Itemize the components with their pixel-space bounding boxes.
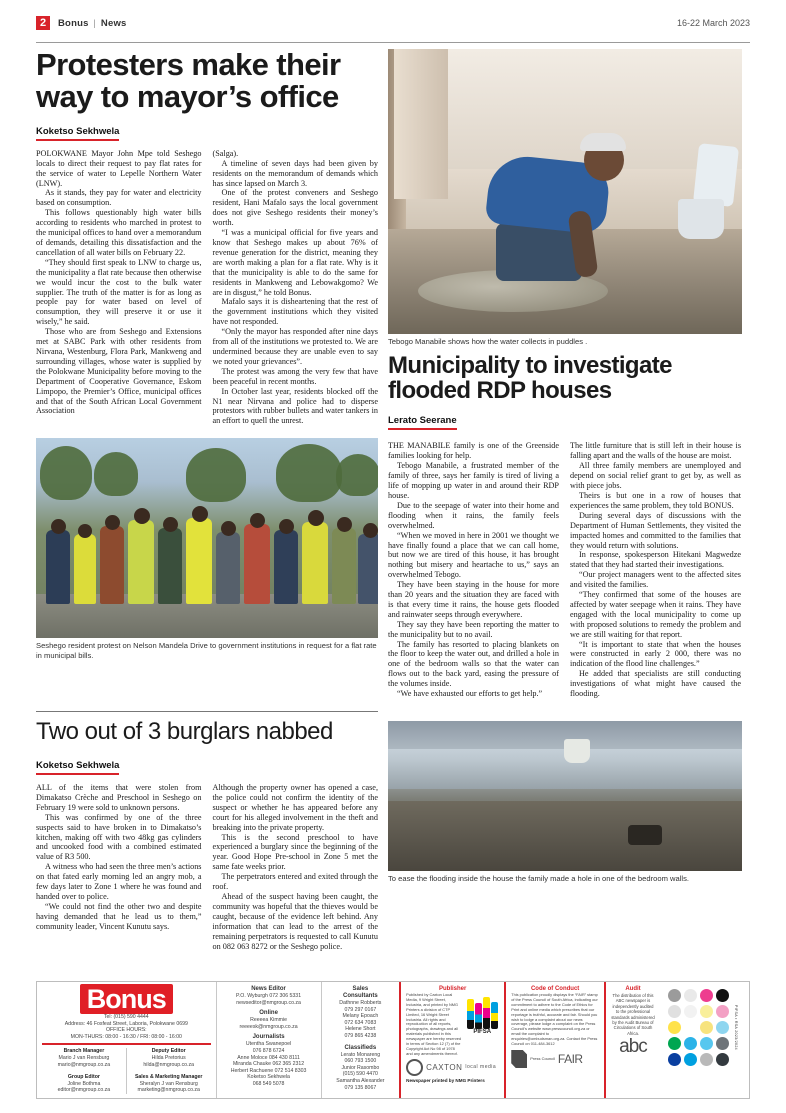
article-burglars	[36, 703, 388, 951]
paragraph: “They confirmed that some of the houses are affected by water seepage when it rains. They have engaged with the local municipality to come up with proposed solutions to remedy the problem and we are still waiting for that report.	[570, 590, 741, 639]
paragraph: “Our project managers went to the affected sites and visited the families.	[570, 570, 741, 590]
swatch-dot	[668, 1053, 681, 1066]
swatch-label: PIFSA • RSA 2023/2024	[733, 1005, 738, 1050]
paragraph: He added that specialists are still conducting investigations of what might have caused the flooding.	[570, 669, 741, 699]
page-folio-number: 2	[36, 16, 50, 30]
sales-person: Helene Short	[345, 1026, 376, 1033]
article2-column-1	[388, 441, 559, 699]
paragraph: Mafalo says it is disheartening that the rest of the government institutions which they visited have not responded.	[212, 297, 378, 327]
article1-column-1	[36, 149, 202, 426]
paragraph: Ahead of the suspect having been caught, the community was hopeful that the thieves would be caught, because of the evidence left behind. Any information that can lead to the arrest of the remaining perpetrators is requested to call Kunutu on 082 063 8272 or the Seshego police.	[212, 891, 378, 951]
classifieds-title: Classifieds	[344, 1044, 377, 1051]
masthead-red-rule	[42, 1043, 211, 1045]
paragraph: A witness who had seen the three men’s actions on that fated early morning led an angry mob, a few days later to Zone 1 where he was found and handed over to police.	[36, 862, 202, 901]
paragraph: They have been staying in the house for more than 20 years and the situation they are faced with is that every time it rains, the house gets flooded and rainwater seeps through everywhere.	[388, 580, 559, 619]
press-council-label: Press Council	[530, 1056, 555, 1062]
paragraph: POLOKWANE Mayor John Mpe told Seshego locals to direct their request to pay flat rates for the service of water to Lepelle Northern Water (LNW).	[36, 148, 202, 188]
paragraph: All three family members are unemployed and depend on social relief grant to get by, as well as with piece jobs.	[570, 461, 741, 491]
article2-photo-block	[388, 703, 742, 951]
article3-byline: Koketso Sekhwela	[36, 760, 119, 775]
press-council-fair-logo	[511, 1050, 599, 1068]
article1-headline: Protesters make their way to mayor’s office	[36, 47, 341, 114]
publisher-title: Publisher	[439, 986, 467, 992]
sales-marketing-name: Sheralyn J van Rensburg	[139, 1080, 198, 1087]
journalist-entry: Anne Moloce 084 430 8111	[237, 1054, 300, 1061]
masthead-office-hours-label: OFFICE HOURS:	[105, 1027, 147, 1034]
paragraph: “It is important to state that when the houses were constructed in early 2 000, there was no indication of the flood line challenges.”	[570, 639, 741, 669]
swatch-dot	[700, 1037, 713, 1050]
masthead-sales	[321, 982, 400, 1098]
paragraph: “I was a municipal official for five years and know that Seshego makes up about 76% of revenue generation for the district, meaning they are worth making a plan for a flat rate. Why is it that the municipality is able to do the same for residents in Mankweng and Lebowakgomo? We are in disgust,” he told Bonus.	[212, 228, 378, 297]
publication-name: Bonus	[58, 17, 89, 29]
paragraph: “Only the mayor has responded after nine days from all of the institutions we protested to. We are undermined because they are unable even to say we noted your grievances”.	[212, 327, 378, 366]
paragraph: Tebogo Manabile, a frustrated member of the family of three, says her family is tired of living a life of mopping up water in and around their RDP house.	[388, 461, 559, 500]
classifieds-person: (015) 590 4470	[342, 1071, 378, 1078]
swatch-dot	[700, 1005, 713, 1018]
code-of-conduct-text: This publication proudly displays the “FAIR” stamp of the Press Council of South Africa, indicating our commitment to adhere to the Code of Ethics for Print and online media which prescribes that our reportage is truthful, accurate and fair. Should you wish to lodge a complaint about our news coverage, please lodge a complaint on the Press Council’s website www.presscouncil.org.za or email the complaint to enquiries@ombudsman.org.za. Contact the Press Council on 011-484-3612	[511, 992, 598, 1047]
article3-column-2	[213, 783, 379, 951]
paragraph: The little furniture that is still left in their house is falling apart and the walls of the house are moist.	[570, 441, 741, 461]
printed-by: Newspaper printed by NMG Printers	[406, 1077, 485, 1083]
sales-person: Dathnne Robberts	[339, 1000, 382, 1006]
group-editor-name: Joline Bothma	[67, 1080, 101, 1087]
article3-columns	[36, 783, 378, 951]
swatch-dot	[716, 1037, 729, 1050]
masthead-code-of-conduct	[504, 982, 604, 1098]
journalist-entry: 068 549 5078	[252, 1080, 285, 1087]
swatch-dot	[668, 1021, 681, 1034]
photo-hole-in-bedroom-wall	[388, 721, 742, 871]
caxton-wordmark: CAXTON	[426, 1062, 463, 1072]
pifsa-colorbars-icon	[465, 995, 499, 1029]
group-editor-email[interactable]: editor@nmgroup.co.za	[57, 1087, 111, 1094]
branch-manager-name: Mario J van Rensburg	[58, 1054, 110, 1061]
journalist-entry: 076 878 6724	[252, 1047, 285, 1054]
article1-byline: Koketso Sekhwela	[36, 126, 119, 141]
masthead-address: Address: 46 Fosfeat Street, Laboria, Polokwane 0699	[64, 1020, 188, 1027]
swatch-dot	[700, 1053, 713, 1066]
paragraph: In October last year, residents blocked off the N1 near Nirvana and police had to disperse protestors with rubber bullets and water tankers in an effort to quell the unrest.	[212, 386, 378, 426]
audit-title: Audit	[625, 986, 641, 992]
breadcrumb	[58, 18, 127, 29]
masthead-audit	[604, 982, 660, 1098]
deputy-editor-email[interactable]: hilda@nmgroup.co.za	[143, 1061, 194, 1068]
press-council-shield-icon	[511, 1050, 527, 1068]
article2-headline: Municipality to investigate flooded RDP houses	[388, 352, 672, 404]
swatch-dot	[684, 1053, 697, 1066]
swatch-dot	[716, 1053, 729, 1066]
section-name: News	[100, 17, 127, 29]
swatch-dot	[668, 989, 681, 1002]
breadcrumb-separator: |	[93, 17, 97, 29]
sales-marketing-title: Sales & Marketing Manager	[134, 1074, 203, 1081]
paragraph: “When we moved in here in 2001 we thought we have finally found a place that we can call home, but now we are tired of this house, it has brought nothing but misery and heartache to us,” says an overwhelmed Tebogo.	[388, 530, 559, 580]
paragraph: Due to the seepage of water into their home and flooding when it rains, the family feels overwhelmed.	[388, 500, 559, 530]
paragraph: Theirs is but one in a row of houses that experiences the same problem, they told BONUS.	[570, 490, 741, 510]
journalists-title: Journalists	[252, 1034, 285, 1041]
masthead-tel: Tel: (015) 590 4444	[103, 1014, 149, 1020]
swatch-dot	[716, 1021, 729, 1034]
swatch-dot	[684, 989, 697, 1002]
paragraph: This was confirmed by one of the three suspects said to have broken in to Dimakatso’s kitchen, making off with two 48kg gas cylinders and uncooked food with a combined estimated value of R3 500.	[36, 812, 202, 862]
branch-manager-email[interactable]: mario@nmgroup.co.za	[57, 1061, 111, 1068]
bonus-logo: Bonus	[80, 984, 173, 1014]
sales-marketing-email[interactable]: marketing@nmgroup.co.za	[137, 1087, 200, 1094]
journalist-entry: Miranda Chauke 062 365 2312	[232, 1061, 305, 1068]
caxton-mark-icon	[406, 1059, 423, 1076]
header-rule	[36, 42, 750, 43]
swatch-dot	[716, 1005, 729, 1018]
classifieds-person: 060 793 1500	[344, 1058, 377, 1065]
publisher-text: Published by Caxton Local Media, 9 Wright Street, Industria, and printed by NMG Printers a division of CTP Limited, 16 Wright Street Industria. All rights and reproduction of all reports, photographs, drawings and all materials published in this newspaper are hereby reserved in terms of Section 12 (7) of the Copyright Act No 98 of 1978 and any amendments thereof.	[406, 992, 462, 1056]
paragraph: In response, spokesperson Hitekani Magwedze stated that they had started their investigations.	[570, 550, 741, 570]
sales-title: Sales	[352, 986, 369, 992]
news-editor-title: News Editor	[251, 986, 286, 992]
masthead-editors	[126, 1048, 211, 1094]
sales-person: 079 297 0167	[344, 1006, 377, 1013]
masthead-contacts	[37, 982, 216, 1098]
photo-man-in-flooded-room	[388, 49, 742, 334]
paragraph: One of the protest conveners and Seshego resident, Hani Mafalo says the local government does not give Seshego residents their money’s worth.	[212, 188, 378, 228]
masthead-footer	[36, 981, 750, 1099]
masthead-office-hours: MON-THURS: 08:00 - 16:30 / FRI: 08:00 - 16:00	[70, 1033, 182, 1040]
photo-caption-protest: Seshego resident protest on Nelson Mandela Drive to government institutions in request for a flat rate in municipal bills.	[36, 641, 377, 661]
page-header	[36, 0, 750, 38]
article1-photo-block	[36, 438, 388, 699]
masthead-branch-manager	[42, 1048, 126, 1094]
sales-person: Melany Epoach	[342, 1013, 379, 1020]
online-title: Online	[259, 1010, 278, 1017]
paragraph: The family has resorted to placing blankets on the floor to keep the water out, and drilled a hole in one of the bedroom walls so that the water can flows out to the back yard, easing the pressure of the volumes inside.	[388, 639, 559, 689]
swatch-dot	[700, 989, 713, 1002]
swatch-dot	[684, 1005, 697, 1018]
article1-column-2	[213, 149, 379, 426]
online-name: Reeeea Kimmie	[250, 1017, 288, 1024]
issue-date: 16-22 March 2023	[676, 18, 750, 28]
swatch-dot	[700, 1021, 713, 1034]
classifieds-person: Samantha Alexander	[336, 1077, 385, 1084]
paragraph: ALL of the items that were stolen from Dimakatso Crèche and Preschool in Seshego on February 19 were sold to unknown persons.	[36, 783, 202, 812]
article-protesters	[36, 49, 750, 436]
code-of-conduct-title: Code of Conduct	[530, 986, 580, 992]
online-email[interactable]: reeeesk@nmgroup.co.za	[239, 1023, 298, 1030]
caxton-sub: local media	[465, 1064, 497, 1071]
paragraph: As it stands, they pay for water and electricity based on consumption.	[36, 188, 202, 208]
paragraph: The protest was among the very few that have been peaceful in recent months.	[212, 366, 378, 386]
news-editor-email[interactable]: newseditor@nmgroup.co.za	[236, 999, 301, 1006]
masthead-publisher	[399, 982, 504, 1098]
journalist-entry: Herbert Rachuene 072 514 8303	[230, 1067, 307, 1074]
paragraph: A timeline of seven days had been given by residents on the memorandum of demands which has since lapsed on March 3.	[212, 158, 378, 188]
swatch-dot	[684, 1037, 697, 1050]
paragraph: “We could not find the other two and despite having demanded that he lead us to them,” community leader, Vincent Kunutu says.	[36, 901, 202, 931]
paragraph: The perpetrators entered and exited through the roof.	[212, 872, 378, 892]
paragraph: “They should first speak to LNW to charge us, the municipality a flat rate because then otherwise we would incur the cost to the bulk water supplier. The truth of the matter is for as long as people pay for water based on level of consumption, they will preserve it or use it wisely,” he said.	[36, 257, 202, 327]
audit-text: The distribution of this ABC newspaper is independently audited to the professional standards administered by the Audit Bureau of Circulations of South Africa.	[611, 993, 655, 1036]
swatch-grid	[665, 986, 732, 1069]
paragraph: “We have exhausted our efforts to get help.”	[397, 689, 543, 699]
group-editor-title: Group Editor	[67, 1074, 100, 1081]
sales-person: 079 865 4238	[344, 1032, 377, 1039]
article3-rule	[36, 711, 378, 712]
article3-headline: Two out of 3 burglars nabbed	[36, 718, 333, 745]
news-editor-name: P.O. Wyburgh 072 306 5331	[236, 993, 302, 999]
pifsa-label: PIFSA	[473, 1029, 492, 1035]
masthead-color-swatch	[660, 982, 749, 1098]
sales-subtitle: Consultants	[343, 993, 378, 999]
paragraph: Those who are from Seshego and Extensions met at SABC Park with other residents from Nirvana, Westenburg, Flora Park, Mankweng and surrounding villages, whose water is supplied by the Polokwane Municipality before moving to the Department of Cooperative Governance, Eskom Limpopo, the Premier’s Office, municipal offices and that of the South African Local Government Association	[36, 327, 202, 416]
paragraph: (Salga).	[212, 148, 239, 158]
branch-manager-title: Branch Manager	[63, 1048, 105, 1055]
paragraph: They say they have been reporting the matter to the municipality but to no avail.	[388, 619, 559, 639]
paragraph: THE MANABILE family is one of the Greenside families looking for help.	[388, 441, 559, 461]
paragraph: This is the second preschool to have experienced a burglary since the beginning of the year. Good Hope Pre-school in Zone 5 met the same fate weeks prior.	[212, 832, 378, 872]
journalist-entry: Koketso Sekhwela	[247, 1074, 290, 1081]
masthead-newsroom	[216, 982, 321, 1098]
classifieds-person: Lerato Monareng	[340, 1051, 381, 1058]
swatch-dot	[684, 1021, 697, 1034]
article2-byline: Lerato Seerane	[388, 415, 457, 430]
deputy-editor-title: Deputy Editor	[151, 1048, 186, 1055]
classifieds-person: Junior Rasombo	[341, 1064, 380, 1071]
journalist-entry: Utentha Swanepoel	[245, 1041, 292, 1048]
fair-label: FAIR	[557, 1051, 583, 1066]
swatch-dot	[668, 1005, 681, 1018]
article3-column-1	[36, 783, 202, 951]
article1-columns	[36, 149, 378, 426]
sales-person: 072 634 7083	[344, 1019, 377, 1026]
paragraph: During several days of discussions with the Department of Human Settlements, they visited the impacted homes and committed to the families that they would return with solutions.	[570, 510, 741, 550]
photo-protest-crowd	[36, 438, 378, 638]
article2-columns	[388, 438, 742, 699]
paragraph: This follows questionably high water bills according to residents who marched in protest to the municipal offices to hand over a memorandum of demands, detailing this dissatisfaction and the cancellation of all water bills on February 22.	[36, 208, 202, 257]
caxton-logo	[406, 1059, 499, 1076]
photo-caption-top-right: Tebogo Manabile shows how the water collects in puddles .	[388, 337, 588, 346]
swatch-dot	[716, 989, 729, 1002]
classifieds-person: 079 135 8067	[344, 1084, 377, 1091]
swatch-dot	[668, 1037, 681, 1050]
paragraph: Although the property owner has opened a case, the police could not confirm the identity of the suspect or whether he has appeared before any court for his alleged involvement in the theft and breaking into the private property.	[212, 783, 378, 832]
deputy-editor-name: Hilda Pretorius	[151, 1054, 186, 1061]
abc-logo: abc	[619, 1036, 647, 1058]
article2-column-2	[570, 441, 741, 699]
photo-caption-bottom-right: To ease the flooding inside the house the family made a hole in one of the bedroom walls.	[388, 874, 689, 883]
